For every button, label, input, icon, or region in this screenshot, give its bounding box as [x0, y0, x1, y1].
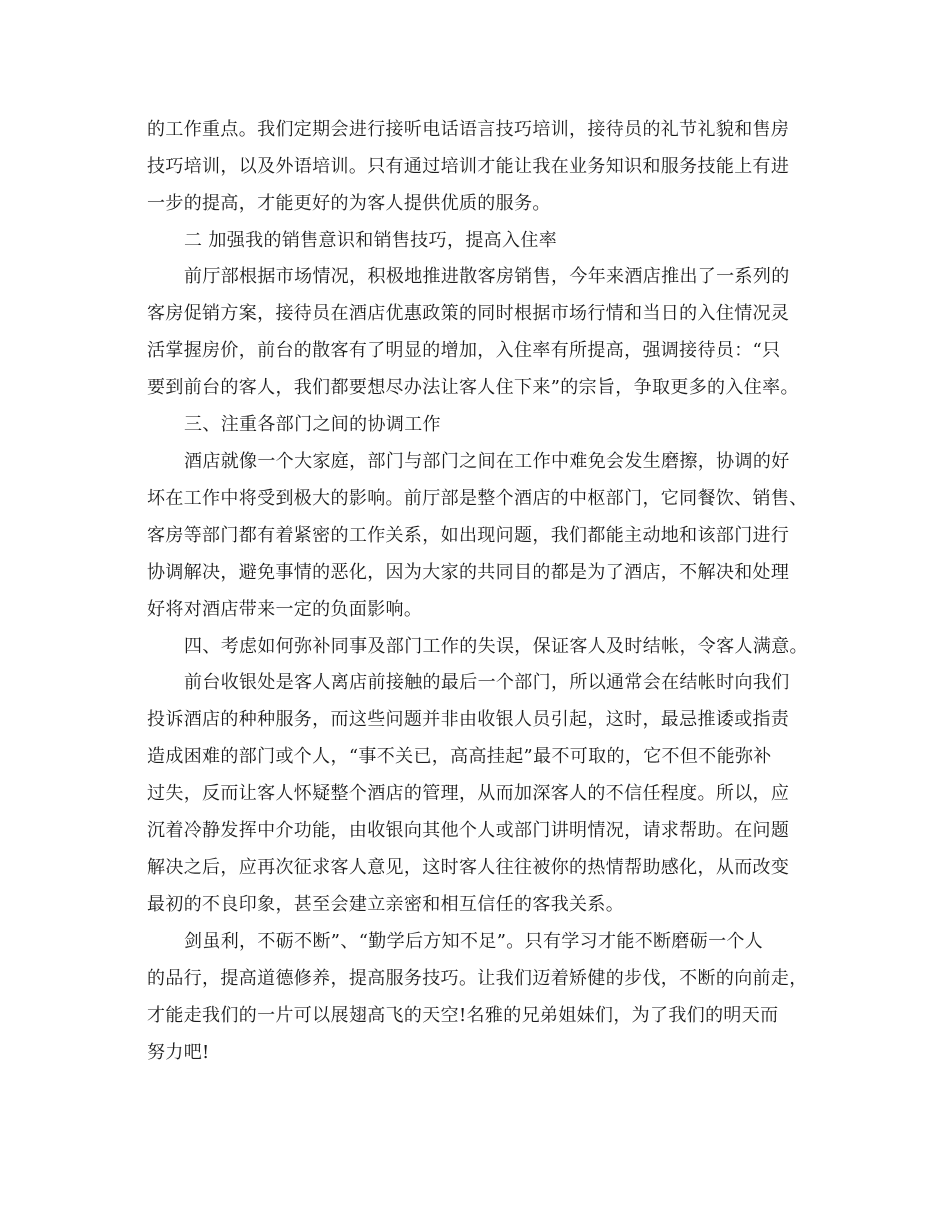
text-line: 的品行，提高道德修养，提高服务技巧。让我们迈着矫健的步伐，不断的向前走，	[147, 968, 808, 989]
text-line: 的工作重点。我们定期会进行接听电话语言技巧培训，接待员的礼节礼貌和售房	[147, 119, 790, 140]
text-line: 剑虽利，不砺不断”、“勤学后方知不足”。只有学习才能不断磨砺一个人	[184, 931, 764, 952]
text-line: 客房促销方案，接待员在酒店优惠政策的同时根据市场行情和当日的入住情况灵	[147, 303, 790, 324]
text-line: 一步的提高，才能更好的为客人提供优质的服务。	[147, 193, 551, 214]
text-line: 造成困难的部门或个人，“事不关已，高高挂起”最不可取的，它不但不能弥补	[147, 746, 772, 767]
text-line: 协调解决，避免事情的恶化，因为大家的共同目的都是为了酒店，不解决和处理	[147, 562, 790, 583]
text-line: 好将对酒店带来一定的负面影响。	[147, 599, 423, 620]
text-line: 沉着冷静发挥中介功能，由收银向其他个人或部门讲明情况，请求帮助。在问题	[147, 820, 790, 841]
text-line: 才能走我们的一片可以展翅高飞的天空!名雅的兄弟姐妹们，为了我们的明天而	[147, 1005, 779, 1026]
text-line: 坏在工作中将受到极大的影响。前厅部是整个酒店的中枢部门，它同餐饮、销售、	[147, 488, 808, 509]
text-line: 前台收银处是客人离店前接触的最后一个部门，所以通常会在结帐时向我们	[184, 672, 790, 693]
text-line: 技巧培训，以及外语培训。只有通过培训才能让我在业务知识和服务技能上有进	[147, 156, 790, 177]
text-line: 要到前台的客人，我们都要想尽办法让客人住下来”的宗旨，争取更多的入住率。	[147, 377, 799, 398]
text-line: 投诉酒店的种种服务，而这些问题并非由收银人员引起，这时，最忌推诿或指责	[147, 709, 790, 730]
text-line: 过失，反而让客人怀疑整个酒店的管理，从而加深客人的不信任程度。所以，应	[147, 783, 790, 804]
text-line: 前厅部根据市场情况，积极地推进散客房销售，今年来酒店推出了一系列的	[184, 266, 790, 287]
section-heading: 三、注重各部门之间的协调工作	[184, 414, 441, 435]
text-line: 解决之后，应再次征求客人意见，这时客人往往被你的热情帮助感化，从而改变	[147, 857, 790, 878]
section-heading: 二 加强我的销售意识和销售技巧，提高入住率	[184, 230, 558, 251]
text-line: 客房等部门都有着紧密的工作关系，如出现问题，我们都能主动地和该部门进行	[147, 525, 790, 546]
text-line: 最初的不良印象，甚至会建立亲密和相互信任的客我关系。	[147, 894, 625, 915]
text-line: 酒店就像一个大家庭，部门与部门之间在工作中难免会发生磨擦，协调的好	[184, 451, 790, 472]
section-heading: 四、考虑如何弥补同事及部门工作的失误，保证客人及时结帐，令客人满意。	[184, 636, 808, 657]
text-line: 活掌握房价，前台的散客有了明显的增加，入住率有所提高，强调接待员：“只	[147, 340, 781, 361]
text-line: 努力吧!	[147, 1042, 210, 1063]
